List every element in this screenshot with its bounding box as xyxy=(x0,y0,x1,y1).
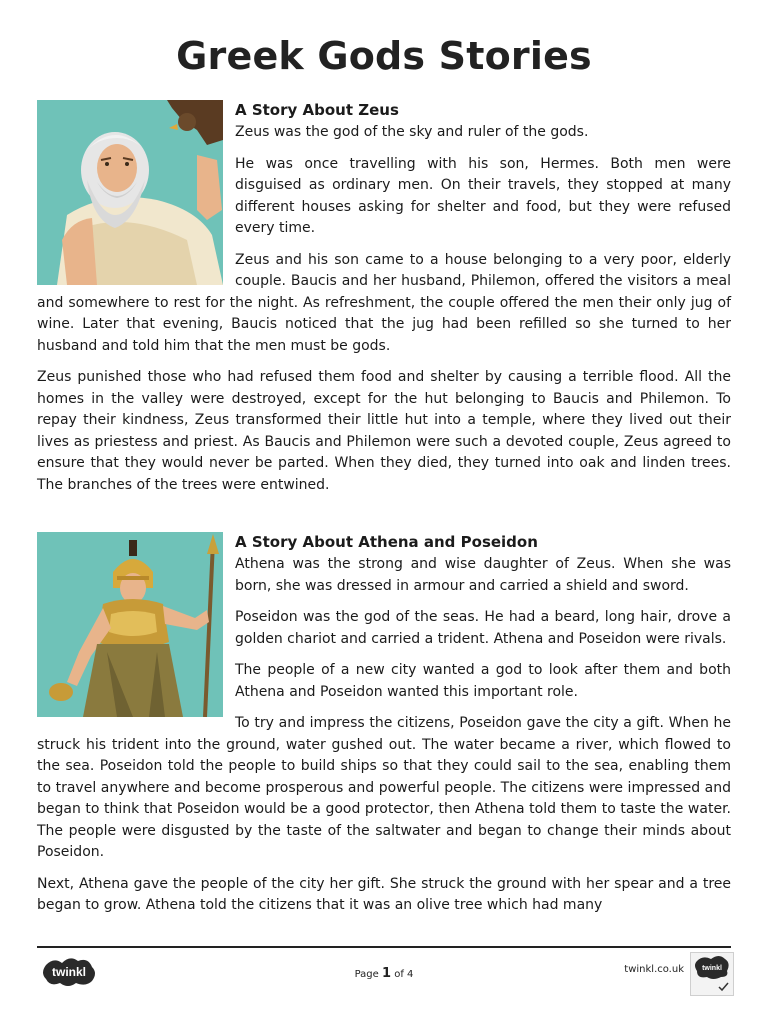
zeus-illustration-icon xyxy=(37,100,223,285)
athena-illustration-icon xyxy=(37,532,223,717)
story-heading: A Story About Athena and Poseidon xyxy=(235,533,538,551)
story-paragraph: Zeus was the god of the sky and ruler of the gods. xyxy=(235,124,589,140)
page-prefix: Page xyxy=(354,969,379,980)
footer-brand: twinkl xyxy=(51,965,87,979)
story-paragraph: He was once travelling with his son, Hermes. Both men were disguised as ordinary men. On their travels, they stopped at many different houses asking for shelter and food, but they were refused every time. xyxy=(235,155,731,236)
document-title: Greek Gods Stories xyxy=(176,34,592,78)
story-paragraph: Zeus punished those who had refused them food and shelter by causing a terrible flood. All the homes in the valley were destroyed, except for the hut belonging to Baucis and Philemon. To repay their kindness, Zeus transformed their little hut into a temple, where they lived out their lives as priestess and priest. As Baucis and Philemon were such a devoted couple, Zeus agreed to ensure that they would never be parted. When they died, they turned into oak and linden trees. The branches of the trees were entwined. xyxy=(37,369,731,493)
story-paragraph: Zeus and his son came to a house belonging to a very poor, elderly couple. Baucis and her husband, Philemon, offered the visitors a meal and somewhere to rest for the night. As refreshment, the couple offered the men their only jug of wine. Later that evening, Baucis noticed that the jug had been refilled so she turned to her husband and told him that the men must be gods. xyxy=(37,251,731,354)
story-paragraph: Poseidon was the god of the seas. He had a beard, long hair, drove a golden chariot and carried a trident. Athena and Poseidon were rivals. xyxy=(235,609,731,647)
story-paragraph: Next, Athena gave the people of the city her gift. She struck the ground with her spear and a tree began to grow. Athena told the citizens that it was an olive tree which had many xyxy=(37,875,731,913)
story-heading: A Story About Zeus xyxy=(235,101,399,119)
website-link[interactable]: twinkl.co.uk xyxy=(624,964,684,975)
story-paragraph: The people of a new city wanted a god to look after them and both Athena and Poseidon wanted this important role. xyxy=(235,662,731,700)
page-suffix: of 4 xyxy=(394,969,414,980)
footer-divider xyxy=(37,946,731,948)
page-number: 1 xyxy=(381,966,392,981)
story-paragraph: Athena was the strong and wise daughter of Zeus. When she was born, she was dressed in armour and carried a shield and sword. xyxy=(235,556,731,594)
story-paragraph: To try and impress the citizens, Poseidon gave the city a gift. When he struck his trident into the ground, water gushed out. The water became a river, which flowed to the sea. Poseidon told the people to build ships so that they could sail to the sea, enabling them to travel anywhere and become prosperous and powerful people. The citizens were impressed and began to think that Poseidon would be a good protector, then Athena told them to taste the water. The people were disgusted by the taste of the saltwater and began to change their minds about Poseidon. xyxy=(37,715,731,860)
story-athena-poseidon xyxy=(37,532,731,917)
badge-brand: twinkl xyxy=(702,965,722,972)
story-zeus xyxy=(37,100,731,506)
quality-badge-icon xyxy=(690,952,734,996)
